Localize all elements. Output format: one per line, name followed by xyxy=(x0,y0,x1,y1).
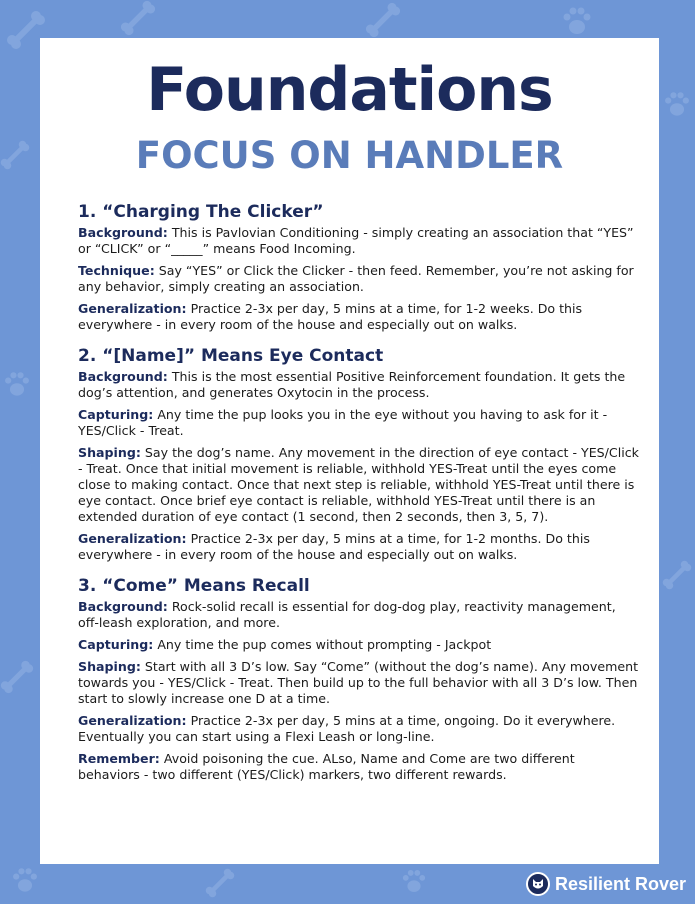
paragraph-text: This is the most essential Positive Reinforcement foundation. It gets the dog’s attention, and generates Oxytocin in the process. xyxy=(78,369,626,400)
paragraph-text: Practice 2-3x per day, 5 mins at a time, ongoing. Do it everywhere. Eventually you can start using a Flexi Leash or long-line. xyxy=(78,713,616,744)
paragraph-label: Generalization: xyxy=(78,301,187,316)
paragraph xyxy=(78,407,639,439)
page-subtitle: FOCUS ON HANDLER xyxy=(135,134,564,177)
bone-icon xyxy=(0,660,34,694)
content-card xyxy=(40,38,659,864)
section-name-eye-contact xyxy=(78,345,639,563)
paragraph-text: Start with all 3 D’s low. Say “Come” (without the dog’s name). Any movement towards you - YES/Click - Treat. Then build up to the full behavior with all 3 D’s low. Then start to slowly increase one D at a time. xyxy=(78,659,639,706)
paragraph xyxy=(78,599,639,631)
paragraph-label: Shaping: xyxy=(78,659,141,674)
bone-icon xyxy=(120,0,156,36)
paragraph-text: Say “YES” or Click the Clicker - then feed. Remember, you’re not asking for any behavior, simply creating an association. xyxy=(78,263,634,294)
dog-face-icon xyxy=(526,872,550,896)
paragraph-label: Generalization: xyxy=(78,713,187,728)
section-heading: 2. “[Name]” Means Eye Contact xyxy=(78,346,384,366)
paragraph xyxy=(78,445,639,525)
paragraph-label: Remember: xyxy=(78,751,160,766)
paragraph-text: Practice 2-3x per day, 5 mins at a time, for 1-2 months. Do this everywhere - in every room of the house and especially out on walks. xyxy=(78,531,590,562)
paragraph-text: Avoid poisoning the cue. ALso, Name and Come are two different behaviors - two different (YES/Click) markers, two different rewards. xyxy=(78,751,575,782)
bone-icon xyxy=(205,868,235,898)
paragraph-text: Any time the pup comes without prompting - Jackpot xyxy=(157,637,492,652)
brand-logo xyxy=(526,872,686,896)
paragraph xyxy=(78,751,639,783)
paragraph-text: Practice 2-3x per day, 5 mins at a time, for 1-2 weeks. Do this everywhere - in every room of the house and especially out on walks. xyxy=(78,301,583,332)
paragraph-label: Background: xyxy=(78,599,168,614)
paragraph xyxy=(78,263,639,295)
paragraph xyxy=(78,713,639,745)
brand-name: Resilient Rover xyxy=(554,873,686,894)
paragraph-label: Background: xyxy=(78,369,168,384)
paragraph-label: Capturing: xyxy=(78,637,154,652)
paw-icon xyxy=(10,866,40,896)
paragraph-text: Rock-solid recall is essential for dog-dog play, reactivity management, off-leash exploration, and more. xyxy=(78,599,616,630)
paragraph xyxy=(78,637,639,653)
sections-container xyxy=(78,201,639,795)
paragraph-label: Technique: xyxy=(78,263,155,278)
paragraph xyxy=(78,225,639,257)
bone-icon xyxy=(662,560,692,590)
section-heading: 1. “Charging The Clicker” xyxy=(78,202,324,222)
paragraph-text: Any time the pup looks you in the eye without you having to ask for it - YES/Click - Treat. xyxy=(78,407,608,438)
paw-icon xyxy=(560,5,594,39)
paragraph xyxy=(78,659,639,707)
bone-icon xyxy=(0,140,30,170)
paragraph-label: Capturing: xyxy=(78,407,154,422)
section-charging-clicker xyxy=(78,201,639,333)
section-come-recall xyxy=(78,575,639,783)
paw-icon xyxy=(400,868,428,896)
paragraph xyxy=(78,369,639,401)
section-heading: 3. “Come” Means Recall xyxy=(78,576,310,596)
paragraph-text: This is Pavlovian Conditioning - simply creating an association that “YES” or “CLICK” or “_____” means Food Incoming. xyxy=(78,225,634,256)
page-title: Foundations xyxy=(146,55,553,125)
paragraph xyxy=(78,301,639,333)
paw-icon xyxy=(2,370,32,400)
paragraph-label: Generalization: xyxy=(78,531,187,546)
paragraph-label: Shaping: xyxy=(78,445,141,460)
bone-icon xyxy=(365,2,401,38)
paragraph-label: Background: xyxy=(78,225,168,240)
paragraph xyxy=(78,531,639,563)
paragraph-text: Say the dog’s name. Any movement in the direction of eye contact - YES/Click - Treat. Once that initial movement is reliable, withhold YES-Treat until the eyes come close to making contact. Once that next step is reliable, withhold YES-Treat until there is eye contact. Once brief eye contact is reliable, withhold YES-Treat until there is an extended duration of eye contact (1 second, then 2 seconds, then 3, 5, 7). xyxy=(78,445,639,524)
paw-icon xyxy=(662,90,692,120)
